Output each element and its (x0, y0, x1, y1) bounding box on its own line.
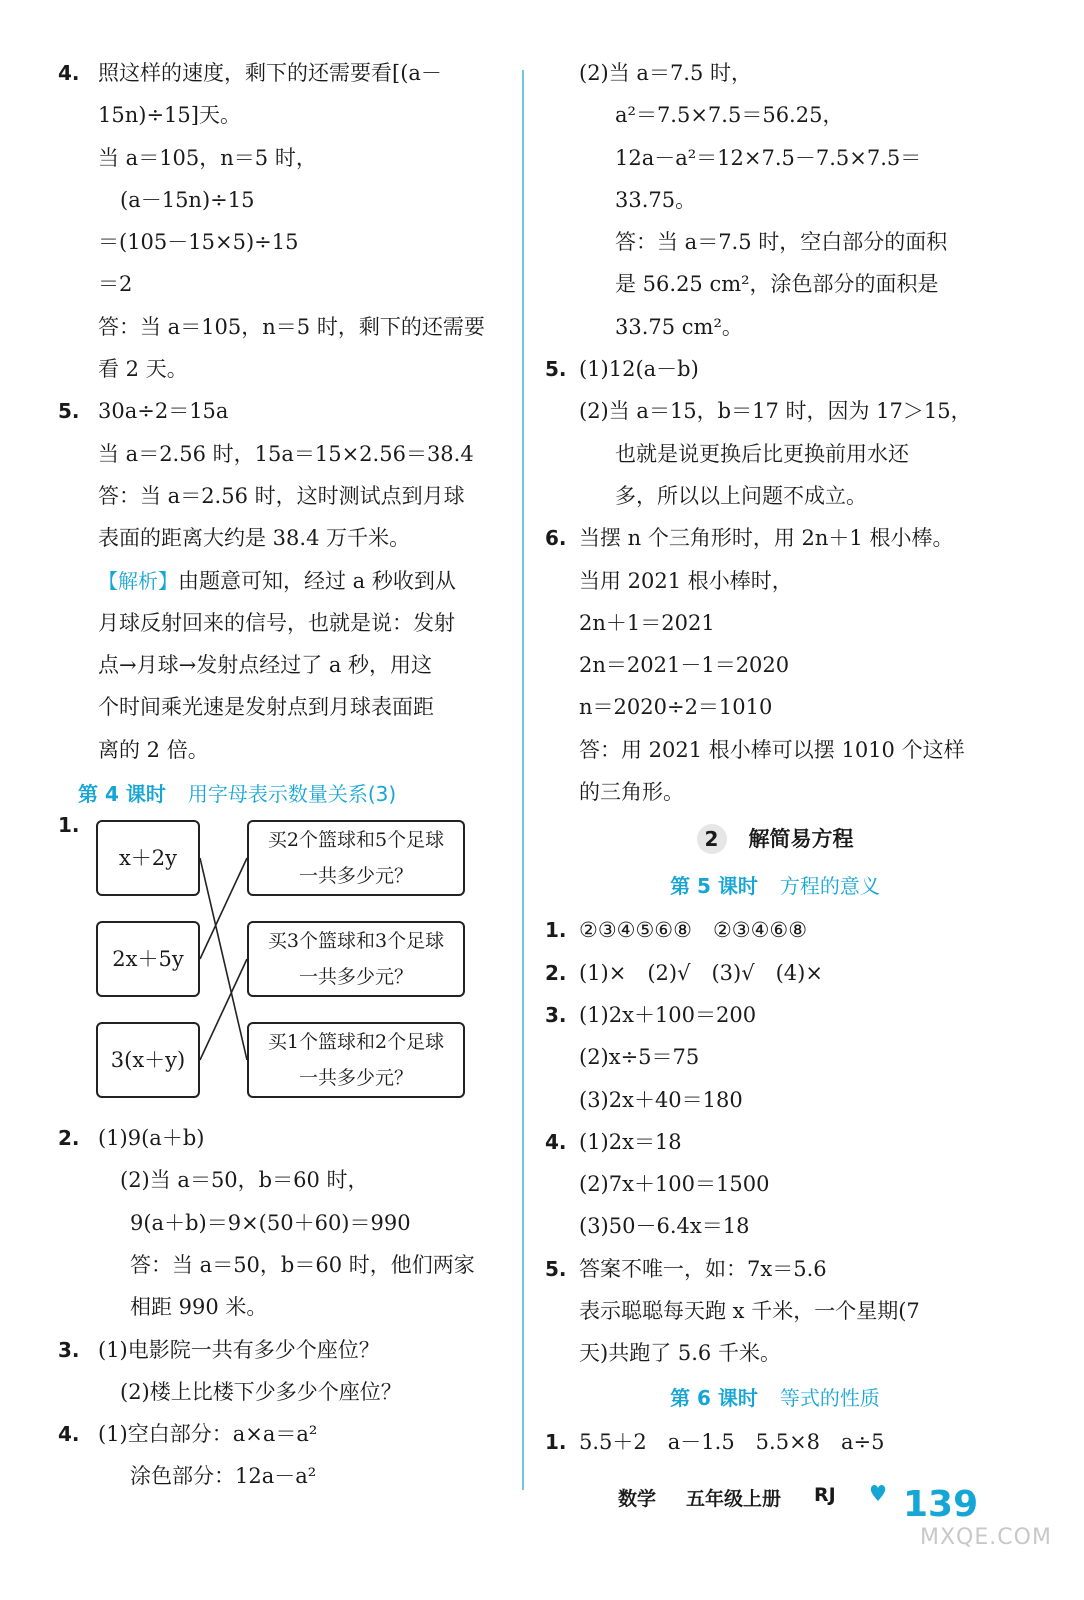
answer-text: (2)楼上比楼下少多少个座位？ (120, 1379, 402, 1404)
answer-text: 也就是说更换后比更换前用水还 (615, 441, 909, 466)
expression-box: 3(x＋y) (96, 1022, 200, 1098)
question-number: 6. (545, 526, 567, 551)
answer-line (58, 1286, 498, 1328)
analysis-text: 离的 2 倍。 (98, 737, 209, 762)
answer-line (545, 306, 1005, 348)
answer-text: a²＝7.5×7.5＝56.25， (615, 103, 844, 128)
answer-line (545, 994, 1005, 1036)
answer-text: 看 2 天。 (98, 357, 188, 382)
answer-line (58, 52, 498, 94)
answer-line (545, 348, 1005, 390)
answer-line (545, 52, 1005, 94)
answer-text: (1)9(a＋b) (98, 1126, 205, 1151)
matching-exercise (58, 813, 498, 1117)
question-number: 1. (545, 1429, 567, 1454)
answer-text: 当用 2021 根小棒时， (579, 568, 793, 593)
question-number: 3. (58, 1337, 80, 1362)
question-number: 3. (545, 1002, 567, 1027)
question-number: 5. (58, 399, 80, 424)
answer-text: 答：当 a＝2.56 时，这时测试点到月球 (98, 483, 465, 508)
question-number: 5. (545, 1256, 567, 1281)
question-number: 4. (545, 1129, 567, 1154)
answer-line (545, 1205, 1005, 1247)
answer-line (545, 771, 1005, 813)
left-answers-bottom (58, 1117, 498, 1498)
footer-edition: RJ (814, 1484, 836, 1506)
column-divider (522, 70, 524, 1490)
right-answers-top (545, 52, 1005, 813)
answer-text: 33.75。 (615, 187, 697, 212)
page-footer (618, 1476, 1038, 1525)
answer-line (58, 348, 498, 390)
analysis-text: 个时间乘光速是发射点到月球表面距 (98, 695, 434, 720)
answer-text: 涂色部分：12a－a² (130, 1464, 317, 1489)
answer-line (545, 94, 1005, 136)
answer-text: 30a÷2＝15a (98, 399, 229, 424)
answer-text: ②③④⑤⑥⑧ ②③④⑥⑧ (579, 918, 808, 943)
answer-line (58, 1202, 498, 1244)
analysis-line (58, 560, 498, 602)
matching-lines (58, 817, 498, 1117)
answer-text: 答案不唯一，如：7x＝5.6 (579, 1256, 827, 1281)
answer-line (545, 433, 1005, 475)
section-number: 2 (697, 824, 727, 854)
expression-box: x＋2y (96, 820, 200, 896)
page-number: 139 (903, 1484, 979, 1525)
answer-line (58, 390, 498, 432)
analysis-text: 点→月球→发射点经过了 a 秒，用这 (98, 653, 433, 678)
answer-line (58, 1413, 498, 1455)
footer-grade: 五年级上册 (686, 1488, 782, 1510)
answer-text: (1)× (2)√ (3)√ (4)× (579, 960, 823, 985)
lesson-title: 用字母表示数量关系(3) (187, 782, 397, 807)
answer-line (58, 475, 498, 517)
answer-line (58, 433, 498, 475)
answer-line (545, 602, 1005, 644)
analysis-body (58, 602, 498, 771)
answer-text: (2)当 a＝7.5 时， (579, 61, 753, 85)
answer-text: (3)50－6.4x＝18 (579, 1214, 750, 1239)
answer-line (58, 306, 498, 348)
answer-text: ＝2 (98, 272, 133, 297)
answer-text: 照这样的速度，剩下的还需要看[(a－ (98, 61, 442, 85)
answer-line (545, 1421, 1005, 1463)
answer-line (545, 1163, 1005, 1205)
lesson-title: 方程的意义 (779, 874, 880, 899)
answer-text: (1)空白部分：a×a＝a² (98, 1422, 318, 1447)
answer-text: 2n＝2021－1＝2020 (579, 653, 790, 678)
answer-text: (a－15n)÷15 (120, 187, 255, 212)
section-title: 解简易方程 (748, 826, 854, 851)
answer-line (545, 475, 1005, 517)
answer-text: 15n)÷15]天。 (98, 103, 241, 128)
answer-text: (2)7x＋100＝1500 (579, 1172, 770, 1197)
lesson-label: 第 4 课时 (78, 782, 166, 807)
answer-text: (2)当 a＝15，b＝17 时，因为 17＞15， (579, 399, 972, 424)
answer-text: 5.5＋2 a－1.5 5.5×8 a÷5 (579, 1429, 885, 1454)
watermark: MXQE.COM (920, 1525, 1052, 1550)
question-number: 4. (58, 1422, 80, 1447)
answer-line (545, 221, 1005, 263)
answer-text: 答：用 2021 根小棒可以摆 1010 个这样 (579, 737, 965, 762)
answer-line (58, 517, 498, 559)
answer-line (58, 1117, 498, 1159)
answer-text: (1)2x＋100＝200 (579, 1002, 757, 1027)
right-column (545, 52, 1005, 1463)
answer-text: 答：当 a＝105，n＝5 时，剩下的还需要 (98, 314, 485, 339)
description-line: 一共多少元？ (298, 966, 413, 989)
answer-text: 答：当 a＝7.5 时，空白部分的面积 (615, 230, 948, 255)
analysis-line (58, 686, 498, 728)
answer-text: (1)12(a－b) (579, 357, 699, 382)
answer-line (58, 263, 498, 305)
right-answers-bottom (545, 1421, 1005, 1463)
question-number: 1. (58, 813, 80, 838)
answer-line (545, 137, 1005, 179)
question-number: 2. (58, 1126, 80, 1151)
match-line (200, 858, 247, 959)
match-line (200, 959, 247, 1060)
answer-line (545, 390, 1005, 432)
answer-text: 当 a＝2.56 时，15a＝15×2.56＝38.4 (98, 441, 474, 466)
answer-text: 33.75 cm²。 (615, 314, 743, 339)
analysis-tag: 【解析】 (98, 568, 178, 593)
answer-line (545, 263, 1005, 305)
answer-text: 2n＋1＝2021 (579, 610, 715, 635)
lesson-label: 第 6 课时 (670, 1385, 758, 1410)
answer-text: 多，所以以上问题不成立。 (615, 483, 867, 508)
answer-text: 答：当 a＝50，b＝60 时，他们两家 (130, 1252, 475, 1277)
answer-line (58, 1244, 498, 1286)
answer-text: 当 a＝105，n＝5 时， (98, 145, 317, 170)
description-line: 一共多少元？ (298, 1067, 413, 1090)
answer-text: (2)x÷5＝75 (579, 1045, 700, 1070)
description-line: 买1个篮球和2个足球 (267, 1031, 445, 1054)
answer-line (545, 1079, 1005, 1121)
match-line (200, 858, 247, 1060)
answer-text: (1)2x＝18 (579, 1129, 682, 1154)
answer-text: (2)当 a＝50，b＝60 时， (120, 1168, 369, 1193)
question-number: 2. (545, 960, 567, 985)
answer-line (545, 729, 1005, 771)
answer-line (545, 1290, 1005, 1332)
answer-text: (1)电影院一共有多少个座位？ (98, 1337, 380, 1362)
analysis-line (58, 602, 498, 644)
answer-line (545, 1121, 1005, 1163)
analysis-text: 由题意可知，经过 a 秒收到从 (178, 568, 456, 593)
answer-text: 相距 990 米。 (130, 1295, 268, 1320)
answer-line (58, 94, 498, 136)
answer-line (545, 517, 1005, 559)
answer-text: 是 56.25 cm²，涂色部分的面积是 (615, 272, 939, 297)
answer-line (58, 1159, 498, 1201)
answer-line (545, 560, 1005, 602)
left-column (58, 52, 498, 1498)
analysis-line (58, 644, 498, 686)
answer-line (58, 179, 498, 221)
answer-line (545, 179, 1005, 221)
leaf-icon (866, 1480, 890, 1504)
expression-box: 2x＋5y (96, 921, 200, 997)
question-number: 1. (545, 918, 567, 943)
answer-text: (3)2x＋40＝180 (579, 1087, 743, 1112)
answer-text: 12a－a²＝12×7.5－7.5×7.5＝ (615, 145, 922, 170)
footer-subject: 数学 (618, 1488, 657, 1510)
answer-line (58, 1371, 498, 1413)
answer-text: n＝2020÷2＝1010 (579, 695, 773, 720)
answer-text: 天)共跑了 5.6 千米。 (579, 1341, 781, 1366)
answer-line (58, 137, 498, 179)
description-line: 买2个篮球和5个足球 (267, 829, 445, 852)
lesson-4-heading (58, 771, 498, 817)
description-line: 一共多少元？ (298, 865, 413, 888)
answer-line (545, 1248, 1005, 1290)
answer-line (545, 644, 1005, 686)
lesson-5-heading (545, 863, 1005, 909)
question-number: 5. (545, 357, 567, 382)
answer-text: 9(a＋b)＝9×(50＋60)＝990 (130, 1210, 411, 1235)
question-number: 4. (58, 61, 80, 85)
answer-line (545, 909, 1005, 951)
answer-line (545, 1036, 1005, 1078)
answer-line (545, 952, 1005, 994)
answer-line (58, 221, 498, 263)
left-answers-top (58, 52, 498, 560)
answer-text: 表面的距离大约是 38.4 万千米。 (98, 526, 411, 551)
lesson-label: 第 5 课时 (670, 874, 758, 899)
answer-text: ＝(105－15×5)÷15 (98, 230, 299, 255)
analysis-text: 月球反射回来的信号，也就是说：发射 (98, 610, 455, 635)
description-line: 买3个篮球和3个足球 (267, 930, 445, 953)
answer-line (545, 1332, 1005, 1374)
answer-text: 表示聪聪每天跑 x 千米，一个星期(7 (579, 1299, 920, 1324)
answer-text: 当摆 n 个三角形时，用 2n＋1 根小棒。 (579, 526, 954, 551)
answer-line (545, 686, 1005, 728)
lesson-6-heading (545, 1375, 1005, 1421)
answer-line (58, 1455, 498, 1497)
analysis-line (58, 729, 498, 771)
answer-line (58, 1329, 498, 1371)
right-answers-middle (545, 909, 1005, 1374)
lesson-title: 等式的性质 (779, 1385, 880, 1410)
section-heading (545, 813, 1005, 863)
answer-text: 的三角形。 (579, 780, 684, 805)
